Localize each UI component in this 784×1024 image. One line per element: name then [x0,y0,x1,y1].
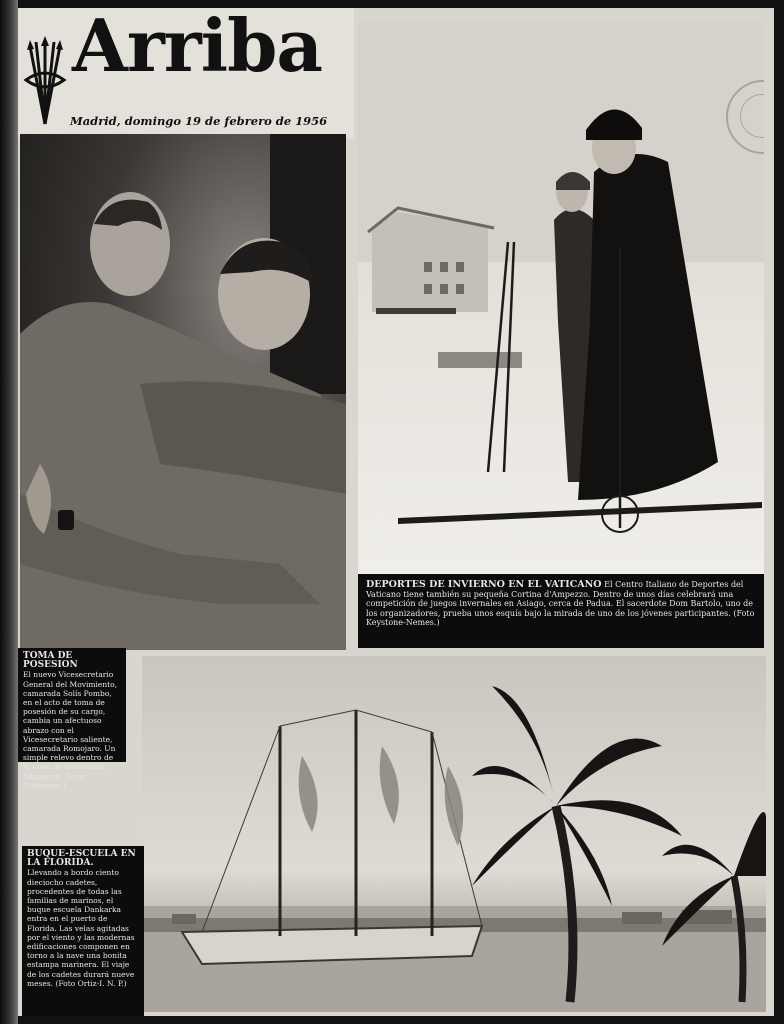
caption-toma-body: El nuevo Vicesecretario General del Movimiento, camarada Solís Pombo, en el acto de toma de posesión de su cargo, cambia un afectuoso abrazo con el Vicesecretario saliente, camarada Romojaro. Un simple relevo dentro de la línea de afirmación falangista. (Foto Contreras.) [23,670,118,790]
photo-training-ship [142,656,766,1012]
caption-buque-headline: BUQUE-ESCUELA EN LA FLORIDA. [27,849,136,869]
dateline: Madrid, domingo 19 de febrero de 1956 [70,114,328,128]
caption-toma-de-posesion [18,648,126,790]
caption-buque-body: Llevando a bordo ciento dieciocho cadetes, procedentes de todas las familias de marinos, el buque escuela Dankarka entra en el puerto de Florida. Las velas agitadas por el viento y las modernas edificaciones componen en torno a la nave una bonita estampa marinera. El viaje de los cadetes durará nueve meses. (Foto Ortiz-I. N. P.) [27,868,135,988]
newspaper-title: Arriba [72,3,323,88]
magazine-page [18,3,774,1016]
yoke-and-arrows-icon [22,36,68,128]
caption-skiing [358,574,764,648]
caption-skiing-body: El Centro Italiano de Deportes del Vaticano tiene también su pequeña Cortina d'Ampezzo. Dentro de unos días celebrará una competición de juegos invernales en Asiago, cerca de Padua. El sacerdote Dom Bartolo, uno de los organizadores, prueba unos esquís bajo la mirada de uno de los jóvenes participantes. (Foto Keystone-Nemes.) [366,580,755,628]
masthead [18,3,354,138]
photo-skiing [358,22,764,578]
book-spine [0,0,18,1024]
photo-embrace [20,134,346,650]
caption-buque-escuela [22,846,144,1016]
caption-toma-headline: TOMA DE POSESION [23,651,78,671]
caption-skiing-headline: DEPORTES DE INVIERNO EN EL VATICANO [366,579,602,590]
